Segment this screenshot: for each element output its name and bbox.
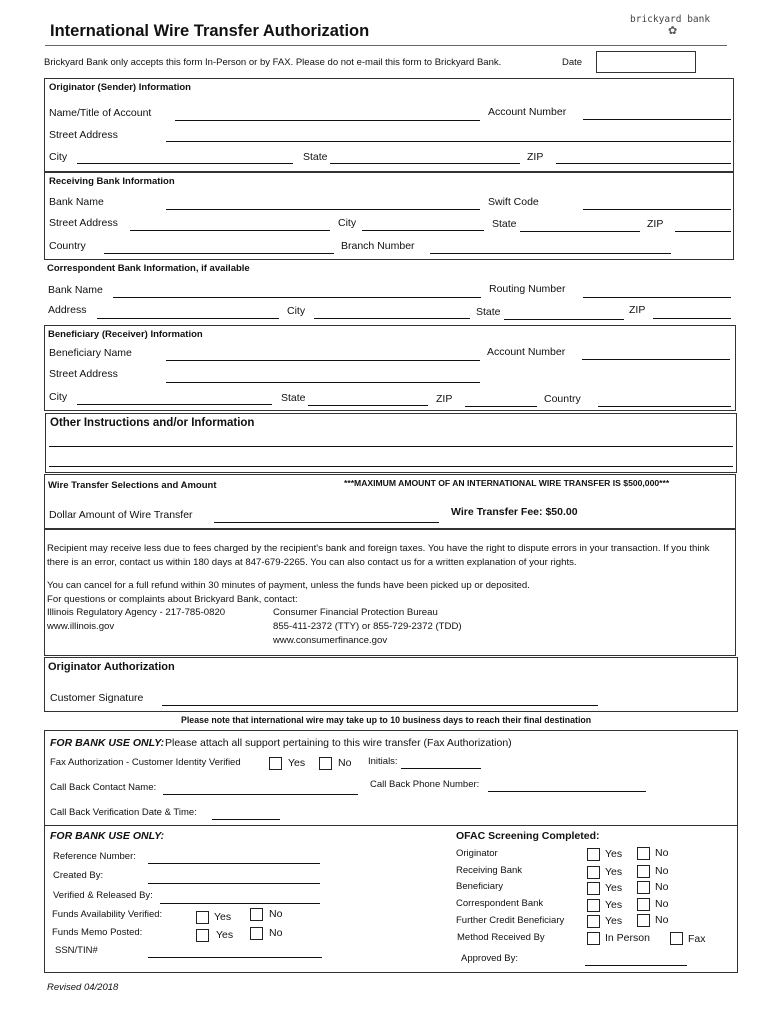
questions-contact-text: For questions or complaints about Brickyard Bank, contact:	[47, 594, 298, 605]
beneficiary-account-label: Account Number	[487, 346, 566, 358]
ofac-further-credit-label: Further Credit Beneficiary	[456, 915, 565, 926]
ofac-further-credit-no-label: No	[655, 914, 669, 926]
beneficiary-zip-label: ZIP	[436, 393, 453, 405]
ofac-receiving-yes-checkbox[interactable]	[587, 866, 600, 879]
originator-account-field[interactable]	[583, 119, 731, 120]
originator-city-label: City	[49, 151, 68, 163]
wire-fee-label: Wire Transfer Fee: $50.00	[451, 506, 578, 518]
receiving-state-field[interactable]	[520, 231, 640, 232]
ssn-tin-field[interactable]	[148, 957, 322, 958]
ofac-beneficiary-no-checkbox[interactable]	[637, 881, 650, 894]
illinois-agency-phone: Illinois Regulatory Agency - 217-785-0820	[47, 607, 226, 618]
originator-city-field[interactable]	[77, 163, 293, 164]
fax-auth-yes-label: Yes	[288, 757, 306, 769]
ofac-receiving-label: Receiving Bank	[456, 865, 523, 876]
receiving-heading: Receiving Bank Information	[49, 176, 175, 187]
fax-auth-label: Fax Authorization - Customer Identity Verified	[50, 757, 241, 768]
other-instructions-heading: Other Instructions and/or Information	[50, 417, 255, 429]
ofac-correspondent-no-label: No	[655, 898, 669, 910]
callback-verification-field[interactable]	[212, 819, 280, 820]
ofac-correspondent-label: Correspondent Bank	[456, 898, 544, 909]
delivery-time-note: Please note that international wire may take up to 10 business days to reach their final destination	[181, 715, 592, 725]
receiving-bank-name-field[interactable]	[166, 209, 480, 210]
other-instructions-line-2[interactable]	[49, 466, 733, 467]
cancel-refund-text: You can cancel for a full refund within 30 minutes of payment, unless the funds have been picked up or deposited.	[47, 580, 530, 591]
ofac-beneficiary-no-label: No	[655, 881, 669, 893]
customer-signature-field[interactable]	[162, 705, 598, 706]
funds-memo-yes-checkbox[interactable]	[196, 929, 209, 942]
ofac-correspondent-no-checkbox[interactable]	[637, 898, 650, 911]
ofac-correspondent-yes-label: Yes	[605, 899, 623, 911]
receiving-street-label: Street Address	[49, 217, 118, 229]
callback-phone-label: Call Back Phone Number:	[370, 779, 480, 790]
illinois-agency-website: www.illinois.gov	[47, 621, 115, 632]
title-rule	[45, 45, 727, 46]
correspondent-city-field[interactable]	[314, 318, 470, 319]
fax-auth-yes-checkbox[interactable]	[269, 757, 282, 770]
reference-number-label: Reference Number:	[53, 851, 136, 862]
funds-availability-no-checkbox[interactable]	[250, 908, 263, 921]
method-in-person-checkbox[interactable]	[587, 932, 600, 945]
disclosure-paragraph-1: Recipient may receive less due to fees charged by the recipient's bank and foreign taxes. You have the right to dispute errors in your transaction. If you think there is an error, contact us within 180 days at 847-679-2265. You can also contact us for a written explanation of your rights.	[47, 543, 710, 568]
receiving-bank-name-label: Bank Name	[49, 196, 104, 208]
funds-availability-no-label: No	[269, 908, 283, 920]
originator-heading: Originator (Sender) Information	[49, 82, 191, 93]
correspondent-address-label: Address	[48, 304, 87, 316]
ssn-tin-label: SSN/TIN#	[55, 945, 98, 956]
beneficiary-city-label: City	[49, 391, 68, 403]
method-fax-checkbox[interactable]	[670, 932, 683, 945]
dollar-amount-label: Dollar Amount of Wire Transfer	[49, 509, 193, 521]
receiving-country-label: Country	[49, 240, 86, 252]
ofac-receiving-yes-label: Yes	[605, 866, 623, 878]
ofac-originator-yes-checkbox[interactable]	[587, 848, 600, 861]
routing-number-field[interactable]	[583, 297, 731, 298]
approved-by-label: Approved By:	[461, 953, 519, 964]
branch-number-label: Branch Number	[341, 240, 415, 252]
cfpb-website: www.consumerfinance.gov	[273, 635, 388, 646]
originator-state-field[interactable]	[330, 163, 520, 164]
beneficiary-account-field[interactable]	[582, 359, 730, 360]
max-amount-notice: ***MAXIMUM AMOUNT OF AN INTERNATIONAL WIRE TRANSFER IS $500,000***	[344, 478, 670, 488]
authorization-heading: Originator Authorization	[48, 661, 175, 673]
logo-mark-icon: ✿	[668, 25, 678, 37]
correspondent-address-field[interactable]	[97, 318, 279, 319]
name-title-label: Name/Title of Account	[49, 107, 152, 119]
method-received-label: Method Received By	[457, 932, 545, 943]
swift-code-label: Swift Code	[488, 196, 539, 208]
submission-notice: Brickyard Bank only accepts this form In-Person or by FAX. Please do not e-mail this form to Brickyard Bank.	[44, 57, 502, 68]
receiving-state-label: State	[492, 218, 517, 230]
originator-state-label: State	[303, 151, 328, 163]
cfpb-name: Consumer Financial Protection Bureau	[273, 607, 438, 618]
beneficiary-street-field[interactable]	[166, 382, 480, 383]
brickyard-bank-logo: brickyard bank	[630, 14, 711, 25]
correspondent-bank-name-label: Bank Name	[48, 284, 103, 296]
ofac-correspondent-yes-checkbox[interactable]	[587, 899, 600, 912]
initials-field[interactable]	[401, 768, 481, 769]
originator-zip-label: ZIP	[527, 151, 544, 163]
receiving-country-field[interactable]	[104, 253, 334, 254]
correspondent-state-field[interactable]	[504, 319, 624, 320]
ofac-originator-no-label: No	[655, 847, 669, 859]
receiving-city-label: City	[338, 217, 357, 229]
swift-code-field[interactable]	[583, 209, 731, 210]
callback-phone-field[interactable]	[488, 791, 646, 792]
beneficiary-zip-field[interactable]	[465, 406, 537, 407]
fax-auth-no-label: No	[338, 757, 352, 769]
ofac-receiving-no-checkbox[interactable]	[637, 865, 650, 878]
beneficiary-name-field[interactable]	[166, 360, 480, 361]
beneficiary-state-field[interactable]	[308, 405, 428, 406]
callback-verification-label: Call Back Verification Date & Time:	[50, 807, 197, 818]
bank-use-heading-1: FOR BANK USE ONLY:	[50, 737, 165, 749]
ofac-originator-yes-label: Yes	[605, 848, 623, 860]
bank-use-heading-2: FOR BANK USE ONLY:	[50, 830, 165, 842]
beneficiary-street-label: Street Address	[49, 368, 118, 380]
method-fax-label: Fax	[688, 933, 706, 945]
funds-memo-no-label: No	[269, 927, 283, 939]
dollar-amount-field[interactable]	[214, 522, 439, 523]
correspondent-city-label: City	[287, 305, 306, 317]
beneficiary-country-field[interactable]	[598, 406, 731, 407]
ofac-receiving-no-label: No	[655, 865, 669, 877]
ofac-beneficiary-yes-label: Yes	[605, 882, 623, 894]
ofac-beneficiary-label: Beneficiary	[456, 881, 503, 892]
originator-account-label: Account Number	[488, 106, 567, 118]
correspondent-zip-label: ZIP	[629, 304, 646, 316]
date-label: Date	[562, 57, 583, 68]
correspondent-top-rule	[44, 259, 734, 260]
funds-availability-yes-checkbox[interactable]	[196, 911, 209, 924]
callback-name-field[interactable]	[163, 794, 358, 795]
funds-memo-yes-label: Yes	[216, 929, 234, 941]
originator-street-field[interactable]	[166, 141, 731, 142]
cfpb-phone: 855-411-2372 (TTY) or 855-729-2372 (TDD)	[273, 621, 462, 632]
correspondent-heading: Correspondent Bank Information, if available	[47, 263, 250, 274]
customer-signature-label: Customer Signature	[50, 692, 144, 704]
page-title: International Wire Transfer Authorization	[50, 22, 370, 40]
bank-use-attach-note: Please attach all support pertaining to this wire transfer (Fax Authorization)	[165, 737, 512, 749]
originator-zip-field[interactable]	[556, 163, 731, 164]
correspondent-zip-field[interactable]	[653, 318, 731, 319]
branch-number-field[interactable]	[430, 253, 671, 254]
ofac-further-credit-no-checkbox[interactable]	[637, 914, 650, 927]
beneficiary-country-label: Country	[544, 393, 581, 405]
receiving-street-field[interactable]	[130, 230, 330, 231]
beneficiary-city-field[interactable]	[77, 404, 272, 405]
ofac-heading: OFAC Screening Completed:	[456, 830, 600, 842]
funds-memo-no-checkbox[interactable]	[250, 927, 263, 940]
approved-by-field[interactable]	[585, 965, 687, 966]
routing-number-label: Routing Number	[489, 283, 566, 295]
receiving-city-field[interactable]	[362, 230, 484, 231]
reference-number-field[interactable]	[148, 863, 320, 864]
verified-released-label: Verified & Released By:	[53, 890, 153, 901]
created-by-label: Created By:	[53, 870, 104, 881]
ofac-further-credit-yes-label: Yes	[605, 915, 623, 927]
fax-auth-no-checkbox[interactable]	[319, 757, 332, 770]
originator-street-label: Street Address	[49, 129, 118, 141]
method-in-person-label: In Person	[605, 932, 650, 944]
date-field[interactable]	[596, 51, 696, 73]
initials-label: Initials:	[368, 756, 398, 767]
correspondent-state-label: State	[476, 306, 501, 318]
funds-memo-label: Funds Memo Posted:	[52, 927, 143, 938]
revision-date: Revised 04/2018	[47, 982, 119, 993]
created-by-field[interactable]	[148, 883, 320, 884]
ofac-originator-label: Originator	[456, 848, 498, 859]
funds-availability-yes-label: Yes	[214, 911, 232, 923]
correspondent-bank-name-field[interactable]	[113, 297, 481, 298]
funds-availability-label: Funds Availability Verified:	[52, 909, 163, 920]
beneficiary-heading: Beneficiary (Receiver) Information	[48, 329, 203, 340]
beneficiary-name-label: Beneficiary Name	[49, 347, 132, 359]
beneficiary-state-label: State	[281, 392, 306, 404]
verified-released-field[interactable]	[160, 903, 320, 904]
selections-heading: Wire Transfer Selections and Amount	[48, 480, 217, 491]
name-title-field[interactable]	[175, 120, 480, 121]
receiving-zip-label: ZIP	[647, 218, 664, 230]
ofac-originator-no-checkbox[interactable]	[637, 847, 650, 860]
receiving-zip-field[interactable]	[675, 231, 731, 232]
ofac-further-credit-yes-checkbox[interactable]	[587, 915, 600, 928]
ofac-beneficiary-yes-checkbox[interactable]	[587, 882, 600, 895]
other-instructions-line-1[interactable]	[49, 446, 733, 447]
callback-name-label: Call Back Contact Name:	[50, 782, 157, 793]
